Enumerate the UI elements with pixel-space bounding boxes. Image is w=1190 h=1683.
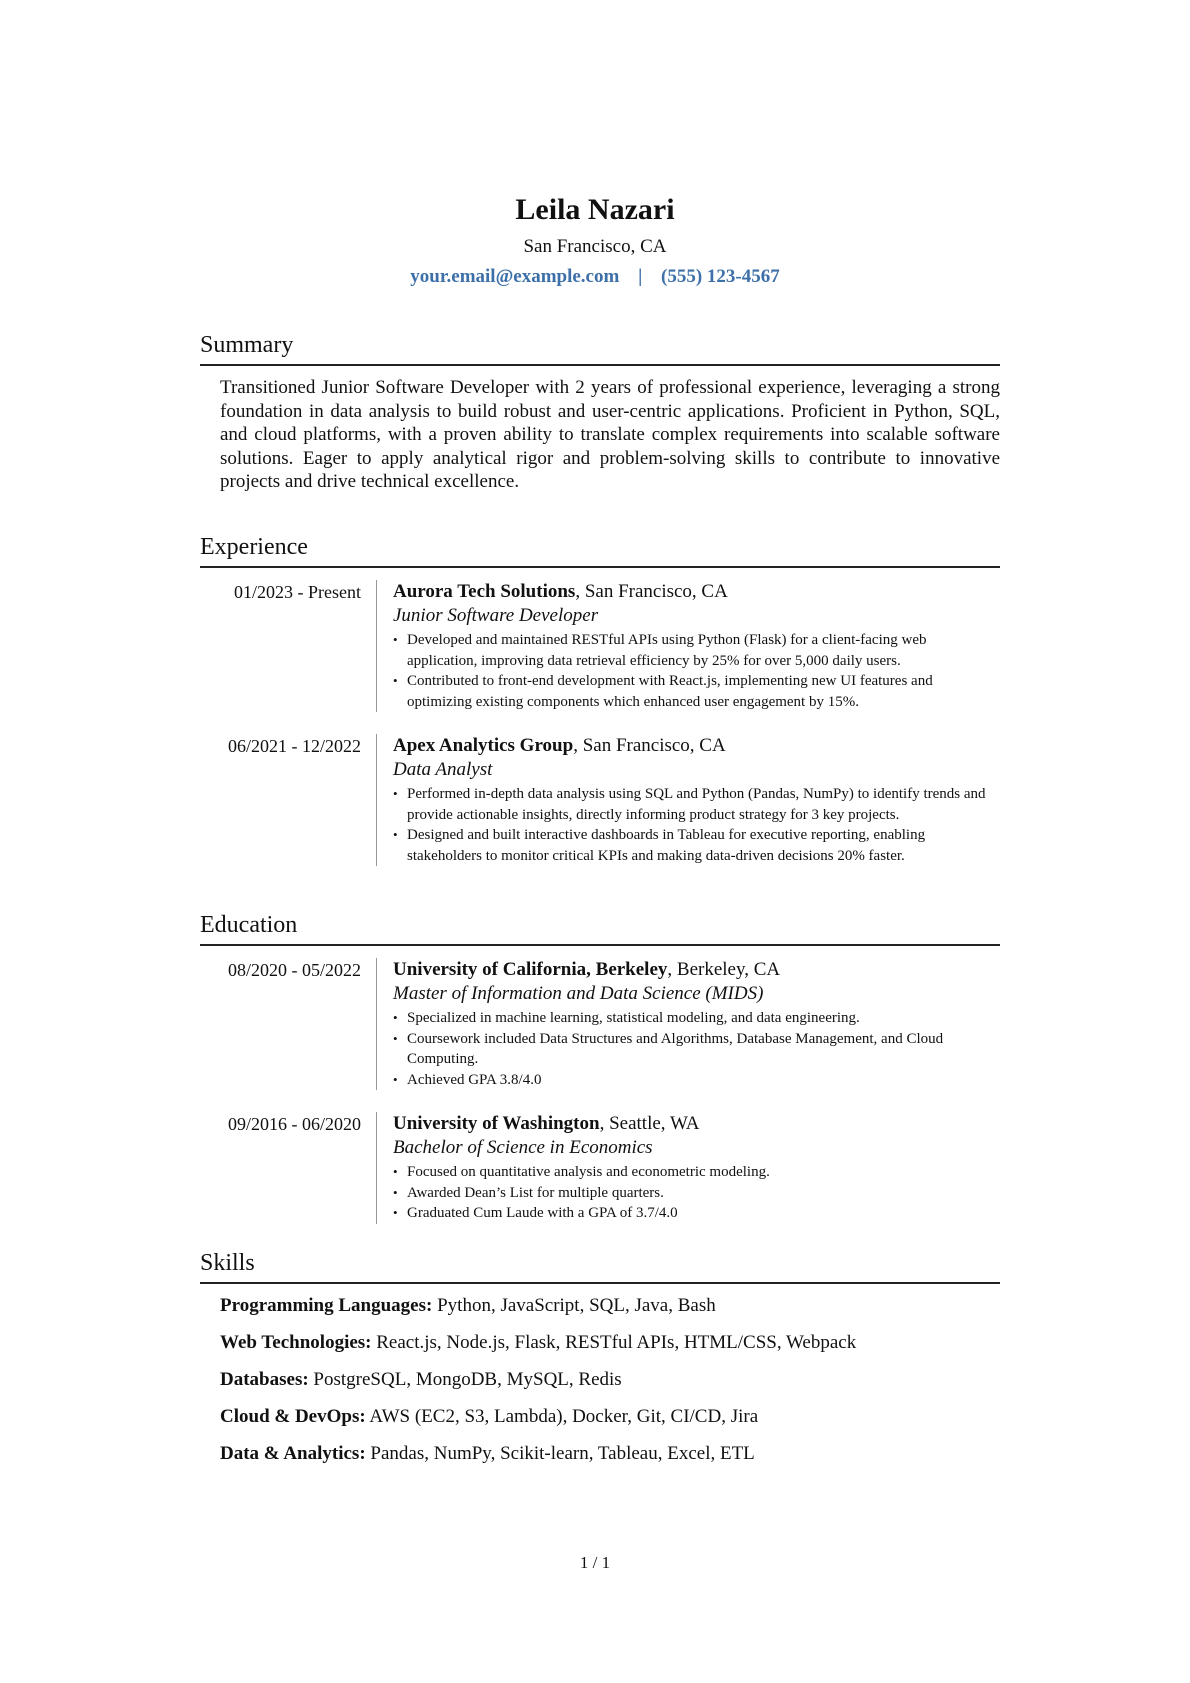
entry-body [376, 580, 1000, 712]
skill-row [220, 1405, 1000, 1429]
section-title-education: Education [200, 910, 1000, 946]
bullet-item: • Achieved GPA 3.8/4.0 [393, 1070, 1000, 1091]
bullet-item: • Coursework included Data Structures and Algorithms, Database Management, and Cloud Computing. [393, 1029, 1000, 1070]
resume-header [0, 190, 1190, 290]
entry-bullets [393, 784, 1000, 866]
section-title-skills: Skills [200, 1248, 1000, 1284]
skill-value: AWS (EC2, S3, Lambda), Docker, Git, CI/CD, Jira [365, 1406, 759, 1427]
bullet-item: • Developed and maintained RESTful APIs using Python (Flask) for a client-facing web application, improving data retrieval efficiency by 25% for over 5,000 daily users. [393, 630, 1000, 671]
summary-text: Transitioned Junior Software Developer with 2 years of professional experience, leveraging a strong foundation in data analysis to build robust and user-centric applications. Proficient in Python, SQL, and cloud platforms, with a proven ability to translate complex requirements into scalable software solutions. Eager to apply analytical rigor and problem-solving skills to contribute to innovative projects and drive technical excellence. [220, 377, 1000, 492]
skill-value: Python, JavaScript, SQL, Java, Bash [432, 1295, 716, 1316]
entry-body [376, 1112, 1000, 1224]
entry-role: Bachelor of Science in Economics [393, 1137, 653, 1158]
entry-organization: Apex Analytics Group [393, 735, 574, 756]
skills-list [220, 1294, 1000, 1466]
skills-section [200, 1248, 1000, 1479]
experience-entry [200, 734, 1000, 866]
contact-separator: | [638, 266, 643, 287]
entry-heading [393, 1112, 1000, 1136]
bullet-item: • Contributed to front-end development with React.js, implementing new UI features and optimizing existing components which enhanced user engagement by 15%. [393, 671, 1000, 712]
entry-date: 01/2023 - Present [234, 582, 361, 602]
summary-section [200, 330, 1000, 494]
entry-date: 06/2021 - 12/2022 [228, 736, 361, 756]
entry-bullets [393, 630, 1000, 712]
skill-value: Pandas, NumPy, Scikit-learn, Tableau, Excel, ETL [365, 1443, 755, 1464]
entry-heading [393, 734, 1000, 758]
skill-row [220, 1294, 1000, 1318]
entry-role: Data Analyst [393, 759, 493, 780]
bullet-item: • Graduated Cum Laude with a GPA of 3.7/4.0 [393, 1203, 1000, 1224]
page-number: 1 / 1 [579, 1553, 611, 1572]
skill-label: Cloud & DevOps: [220, 1406, 366, 1427]
bullet-item: • Specialized in machine learning, statistical modeling, and data engineering. [393, 1008, 1000, 1029]
entry-role: Junior Software Developer [393, 605, 599, 626]
skill-row [220, 1442, 1000, 1466]
entry-bullets [393, 1162, 1000, 1224]
bullet-item: • Focused on quantitative analysis and econometric modeling. [393, 1162, 1000, 1183]
entry-bullets [393, 1008, 1000, 1090]
candidate-name: Leila Nazari [515, 193, 675, 226]
contact-line [0, 264, 1190, 290]
entry-date: 08/2020 - 05/2022 [228, 960, 361, 980]
entry-date: 09/2016 - 06/2020 [228, 1114, 361, 1134]
bullet-item: • Performed in-depth data analysis using SQL and Python (Pandas, NumPy) to identify trends and provide actionable insights, directly informing product strategy for 3 key projects. [393, 784, 1000, 825]
section-title-experience: Experience [200, 532, 1000, 568]
entry-location: , San Francisco, CA [573, 735, 726, 756]
phone-link[interactable]: (555) 123-4567 [661, 266, 780, 287]
education-entry [200, 958, 1000, 1090]
experience-entry [200, 580, 1000, 712]
entry-organization: University of Washington [393, 1113, 600, 1134]
education-entry [200, 1112, 1000, 1224]
skill-label: Databases: [220, 1369, 309, 1390]
entry-organization: University of California, Berkeley [393, 959, 668, 980]
skill-row [220, 1368, 1000, 1392]
skill-value: React.js, Node.js, Flask, RESTful APIs, HTML/CSS, Webpack [371, 1332, 857, 1353]
education-section [200, 910, 1000, 1224]
entry-body [376, 734, 1000, 866]
entry-body [376, 958, 1000, 1090]
skill-value: PostgreSQL, MongoDB, MySQL, Redis [308, 1369, 622, 1390]
entry-location: , Berkeley, CA [667, 959, 781, 980]
bullet-item: • Designed and built interactive dashboards in Tableau for executive reporting, enabling stakeholders to monitor critical KPIs and making data-driven decisions 20% faster. [393, 825, 1000, 866]
entry-role: Master of Information and Data Science (MIDS) [393, 983, 764, 1004]
skill-row [220, 1331, 1000, 1355]
section-title-summary: Summary [200, 330, 1000, 366]
entry-location: , Seattle, WA [599, 1113, 700, 1134]
email-link[interactable]: your.email@example.com [410, 266, 620, 287]
candidate-location: San Francisco, CA [523, 236, 667, 257]
entry-heading [393, 580, 1000, 604]
entry-organization: Aurora Tech Solutions [393, 581, 576, 602]
bullet-item: • Awarded Dean’s List for multiple quarters. [393, 1183, 1000, 1204]
entry-location: , San Francisco, CA [575, 581, 728, 602]
experience-section [200, 532, 1000, 866]
skill-label: Programming Languages: [220, 1295, 433, 1316]
skill-label: Web Technologies: [220, 1332, 372, 1353]
skill-label: Data & Analytics: [220, 1443, 366, 1464]
entry-heading [393, 958, 1000, 982]
